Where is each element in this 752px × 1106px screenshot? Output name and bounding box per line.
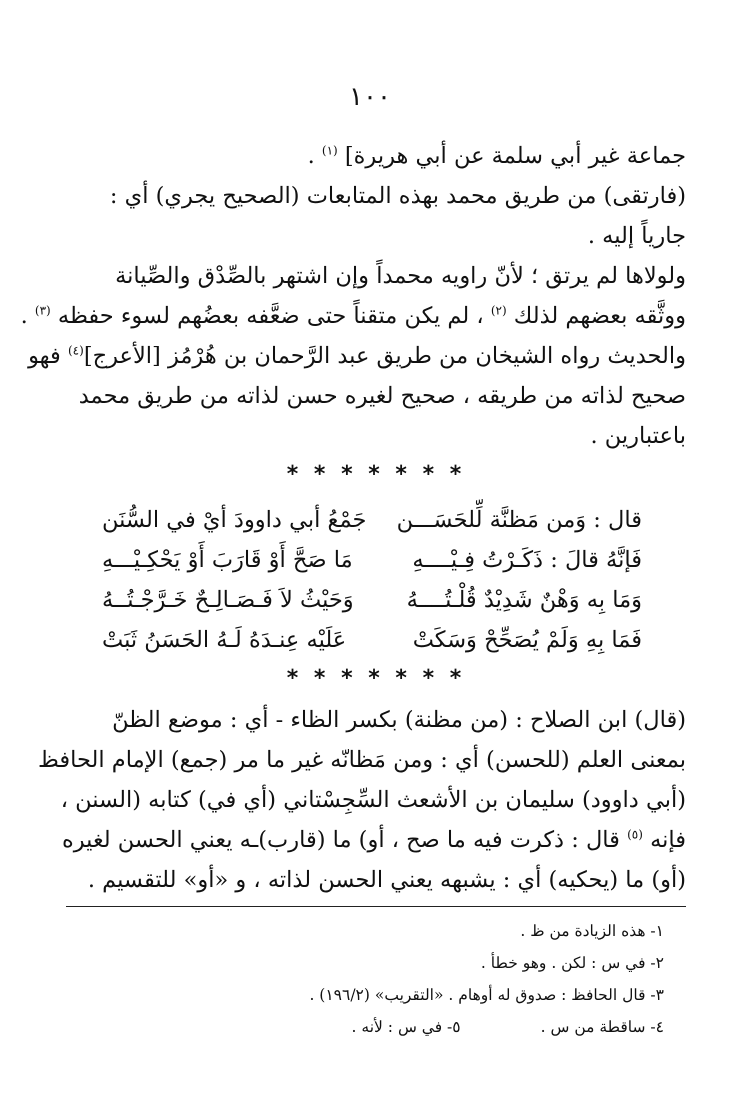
footnote-ref: (٤) <box>67 343 84 358</box>
verse-first-half: فَمَا بِهِ وَلَمْ يُصَحِّحْ وَسَكَتْ <box>412 627 642 653</box>
verse-line <box>102 580 642 620</box>
verse-second-half: وَحَيْثُ لاَ فَـصَـالِـحٌ خَـرَّجْـتُــهُ <box>102 587 354 613</box>
text-line: جماعة غير أبي سلمة عن أبي هريرة] $^{(١)}$ . <box>307 143 686 169</box>
verse-first-half: قال : وَمن مَظنَّة لِّلحَسَـــن <box>396 507 642 533</box>
footnotes <box>88 915 664 1043</box>
separator-stars-top: * * * * * * * <box>286 462 466 487</box>
footnote-ref: (١) <box>321 143 338 158</box>
poem-verses <box>102 500 642 660</box>
commentary-text <box>38 700 686 900</box>
text-line: (أو) ما (يحكيه) أي : يشبهه يعني الحسن لذاته ، و «أو» للتقسيم . <box>87 867 686 893</box>
footnote: ١- هذه الزيادة من ظ . <box>520 922 664 940</box>
footnote-divider <box>66 906 686 907</box>
text-line: (أبي داوود) سليمان بن الأشعث السِّجِسْتاني (أي في) كتابه (السنن ، <box>60 787 686 813</box>
intro-text <box>20 136 686 456</box>
text-line: (قال) ابن الصلاح : (من مظنة) بكسر الظاء - أي : موضع الظنّ <box>112 707 686 733</box>
footnote-row <box>88 1011 664 1043</box>
footnote: ٣- قال الحافظ : صدوق له أوهام . «التقريب» (١٩٦/٢) . <box>309 986 664 1004</box>
text-line: ووثَّقه بعضهم لذلك $^{(٢)}$ ، لم يكن متقناً حتى ضعَّفه بعضُهم لسوء حفظه $^{(٣)}$ . <box>20 303 686 329</box>
text-line: جارياً إليه . <box>587 223 686 249</box>
page-number: ١٠٠ <box>349 82 391 112</box>
text-segment: ووثَّقه بعضهم لذلك <box>513 303 686 329</box>
footnote: ٢- في س : لكن . وهو خطأ . <box>480 954 664 972</box>
verse-first-half: وَمَا بِه وَهْنٌ شَدِيْدٌ قُلْـتُــــهُ <box>406 587 642 613</box>
footnote: ٤- ساقطة من س . <box>540 1018 664 1036</box>
verse-line <box>102 620 642 660</box>
text-line: باعتبارين . <box>590 423 686 449</box>
text-segment: قال : ذكرت فيه ما صح ، أو) ما (قارب)ـه يعني الحسن لغيره <box>61 827 620 853</box>
text-line: بمعنى العلم (للحسن) أي : ومن مَظانّه غير ما مر (جمع) الإمام الحافظ <box>38 747 686 773</box>
footnote-ref: (٣) <box>34 303 51 318</box>
text-line: (فارتقى) من طريق محمد بهذه المتابعات (الصحيح يجري) أي : <box>109 183 686 209</box>
verse-first-half: فَإنَّهُ قالَ : ذَكَـرْتُ فِـيْــــهِ <box>412 547 642 573</box>
footnote-ref: (٢) <box>490 303 507 318</box>
text-segment: جماعة غير أبي سلمة عن أبي هريرة] <box>344 143 686 169</box>
verse-second-half: مَا صَحَّ أَوْ قَارَبَ أَوْ يَحْكِـيْـــهِ <box>102 547 353 573</box>
text-line <box>61 820 686 860</box>
separator-stars-bottom: * * * * * * * <box>286 666 466 691</box>
verse-line <box>102 500 642 540</box>
footnote: ٥- في س : لأنه . <box>351 1018 461 1036</box>
text-segment: فإنه <box>650 827 686 853</box>
text-segment: ، لم يكن متقناً حتى ضعَّفه بعضُهم لسوء حفظه <box>57 303 484 329</box>
verse-second-half: عَلَيْه عِنـدَهُ لَـهُ الحَسَنُ ثَبَتْ <box>102 627 347 653</box>
footnote-ref: (٥) <box>627 827 643 842</box>
text-line: ولولاها لم يرتق ؛ لأنّ راويه محمداً وإن اشتهر بالصِّدْق والصِّيانة <box>115 263 686 289</box>
text-line: صحيح لذاته من طريقه ، صحيح لغيره حسن لذاته من طريق محمد <box>78 383 686 409</box>
verse-line <box>102 540 642 580</box>
text-line <box>28 336 686 376</box>
text-segment: فهو <box>28 343 61 369</box>
text-segment: والحديث رواه الشيخان من طريق عبد الرَّحمان بن هُرْمُز [الأعرج] <box>83 343 686 369</box>
verse-second-half: جَمْعُ أبي داوودَ أيْ في السُّنَن <box>102 507 367 533</box>
